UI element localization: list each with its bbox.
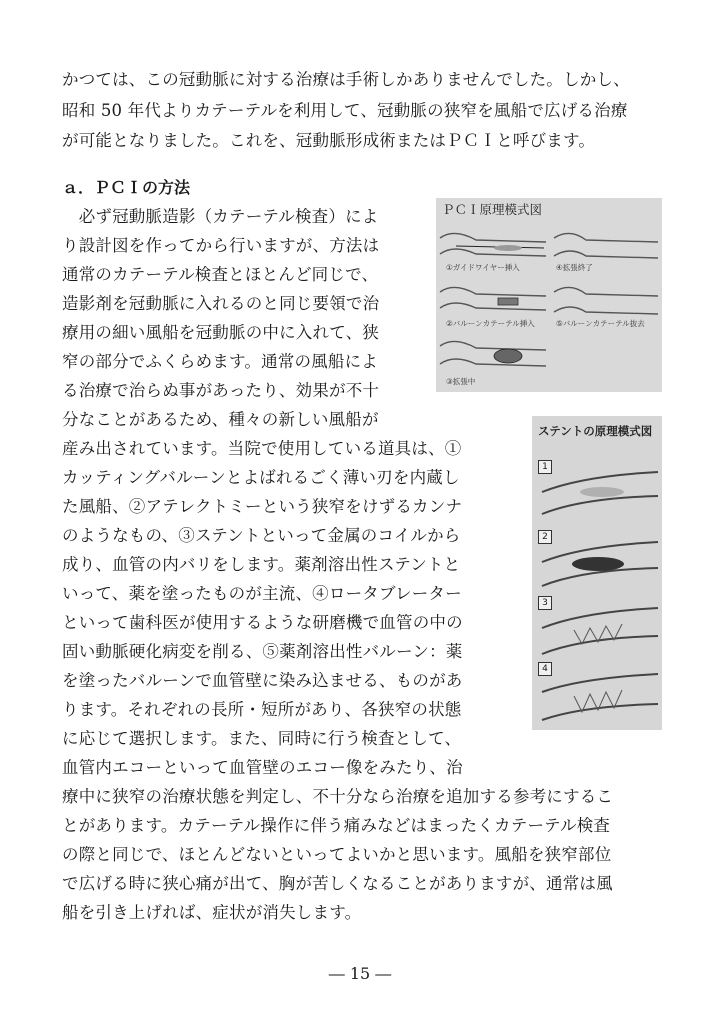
body-line: に応じて選択します。また、同時に行う検査として、 xyxy=(62,729,462,748)
pci-vessel-illustrations xyxy=(436,198,662,392)
figure-caption: ②バルーンカテーテル挿入 xyxy=(446,319,535,328)
body-line: といって歯科医が使用するような研磨機で血管の中の xyxy=(62,613,463,632)
pci-schematic-figure xyxy=(436,198,662,392)
body-line: り設計図を作ってから行いますが、方法は xyxy=(62,236,380,255)
figure-caption: ④拡張終了 xyxy=(556,263,593,272)
body-line: のようなもの、③ステントといって金属のコイルから xyxy=(62,526,461,545)
body-line: 療用の細い風船を冠動脈の中に入れて、狭 xyxy=(62,323,379,342)
section-heading: ａ．ＰＣＩの方法 xyxy=(62,178,191,197)
figure-title: ステントの原理模式図 xyxy=(538,424,653,438)
body-line: た風船、②アテレクトミーという狭窄をけずるカンナ xyxy=(62,497,463,516)
step-number: 2 xyxy=(538,530,552,544)
body-line: を塗ったバルーンで血管壁に染み込ませる、ものがあ xyxy=(62,671,463,690)
body-line: カッティングバルーンとよばれるごく薄い刃を内蔵し xyxy=(62,468,460,487)
body-line: 産み出されています。当院で使用している道具は、① xyxy=(62,439,462,458)
body-line: 分なことがあるため、種々の新しい風船が xyxy=(62,410,379,429)
body-line: ります。それぞれの長所・短所があり、各狭窄の状態 xyxy=(62,700,462,719)
body-line: 船を引き上げれば、症状が消失します。 xyxy=(62,903,362,922)
body-line: とがあります。カテーテル操作に伴う痛みなどはまったくカテーテル検査 xyxy=(62,816,611,835)
figure-caption: ③拡張中 xyxy=(446,377,476,386)
intro-line: が可能となりました。これを、冠動脈形成術またはＰＣＩと呼びます。 xyxy=(62,131,596,150)
intro-line: 昭和 50 年代よりカテーテルを利用して、冠動脈の狭窄を風船で広げる治療 xyxy=(62,101,628,120)
step-number: 1 xyxy=(538,460,552,474)
body-line: 血管内エコーといって血管壁のエコー像をみたり、治 xyxy=(62,758,463,777)
figure-caption: ⑤バルーンカテーテル抜去 xyxy=(556,319,645,328)
body-line: で広げる時に狭心痛が出て、胸が苦しくなることがありますが、通常は風 xyxy=(62,874,613,893)
body-line: 成り、血管の内バリをします。薬剤溶出性ステントと xyxy=(62,555,461,574)
body-line: の際と同じで、ほとんどないといってよいかと思います。風船を狭窄部位 xyxy=(62,845,612,864)
page-number: ― 15 ― xyxy=(328,964,392,983)
body-line: 固い動脈硬化病変を削る、⑤薬剤溶出性バルーン：薬 xyxy=(62,642,463,661)
body-line: いって、薬を塗ったものが主流、④ロータブレーター xyxy=(62,584,462,603)
body-line: 療中に狭窄の治療状態を判定し、不十分なら治療を追加する参考にするこ xyxy=(62,787,614,806)
body-line: 必ず冠動脈造影（カテーテル検査）によ xyxy=(62,207,379,226)
body-line: 通常のカテーテル検査とほとんど同じで、 xyxy=(62,265,379,284)
step-number: 3 xyxy=(538,596,552,610)
figure-caption: ①ガイドワイヤー挿入 xyxy=(446,263,520,272)
step-number: 4 xyxy=(538,662,552,676)
body-line: 造影剤を冠動脈に入れるのと同じ要領で治 xyxy=(62,294,380,313)
body-line: 窄の部分でふくらめます。通常の風船によ xyxy=(62,352,378,371)
stent-schematic-figure xyxy=(532,416,662,730)
body-line: る治療で治らぬ事があったり、効果が不十 xyxy=(62,381,380,400)
intro-line: かつては、この冠動脈に対する治療は手術しかありませんでした。しかし、 xyxy=(62,70,630,89)
figure-title: ＰＣＩ原理模式図 xyxy=(442,202,543,217)
